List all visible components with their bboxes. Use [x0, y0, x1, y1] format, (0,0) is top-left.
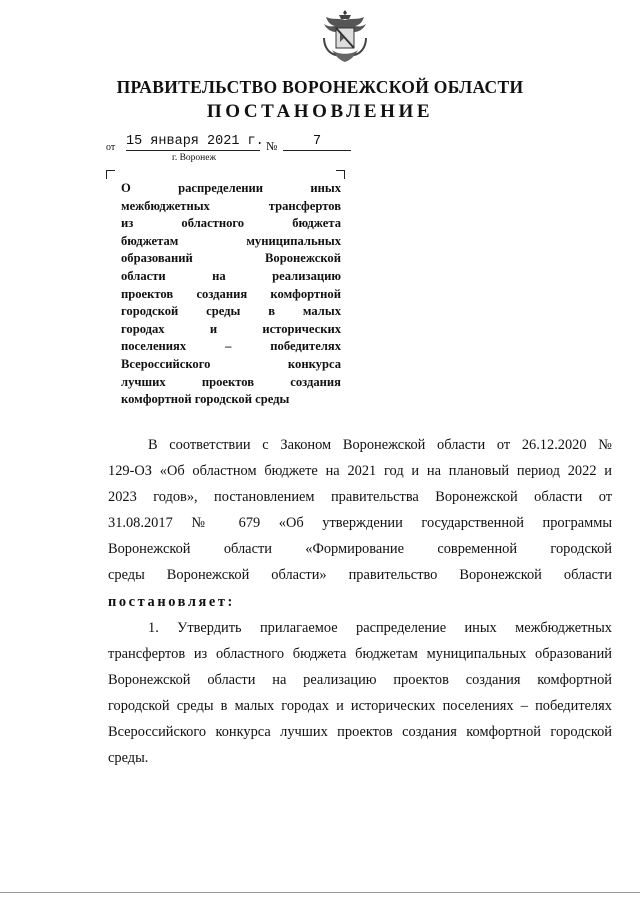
title-line: проектов создания комфортной [121, 286, 341, 301]
title-line: Всероссийского конкурса [121, 356, 341, 371]
title-line: образований Воронежской [121, 251, 341, 266]
page-bottom-divider [0, 892, 640, 893]
body-line: В соответствии с Законом Воронежской области от 26.12.2020 № [148, 437, 612, 453]
city-label: г. Воронеж [172, 153, 217, 163]
title-bracket-right [336, 170, 345, 179]
number-prefix-label: № [266, 139, 278, 153]
document-title-block [121, 180, 341, 409]
title-line: области на реализацию [121, 268, 341, 283]
body-line: 2023 годов», постановлением правительства Воронежской области от [108, 489, 612, 506]
title-line: поселениях – победителях [121, 339, 341, 354]
document-body [108, 432, 612, 771]
government-title: ПРАВИТЕЛЬСТВО ВОРОНЕЖСКОЙ ОБЛАСТИ [116, 77, 524, 97]
title-line: межбюджетных трансфертов [121, 198, 341, 213]
title-bracket-left [106, 170, 115, 179]
body-line: среды Воронежской области» правительство Воронежской области [108, 567, 612, 584]
title-line: из областного бюджета [121, 216, 341, 231]
body-line: Всероссийского конкурса лучших проектов создания комфортной городской [108, 724, 612, 741]
body-line: 129-ОЗ «Об областном бюджете на 2021 год и на плановый период 2022 и [108, 463, 612, 480]
title-line: городской среды в малых [121, 304, 341, 319]
body-line: среды. [108, 750, 149, 767]
title-line: комфортной городской среды [121, 392, 290, 407]
body-line: 31.08.2017 № 679 «Об утверждении государственной программы [108, 515, 612, 532]
document-type-heading: ПОСТАНОВЛЕНИЕ [206, 101, 434, 122]
preamble-paragraph [108, 432, 612, 615]
title-line: бюджетам муниципальных [121, 233, 341, 248]
title-line: городах и исторических [121, 321, 341, 336]
title-line: лучших проектов создания [121, 374, 341, 389]
title-line: О распределении иных [121, 181, 341, 195]
decree-word-text: постановляет: [108, 593, 235, 610]
coat-of-arms-emblem [318, 8, 372, 66]
body-line: трансфертов из областного бюджета бюджетам муниципальных образований [108, 645, 612, 662]
document-date: 15 января 2021 г. [126, 134, 264, 149]
body-line: городской среды в малых городах и исторических поселениях – победителях [108, 697, 612, 714]
document-number: 7 [283, 134, 351, 151]
decree-word [108, 589, 612, 615]
body-line: Воронежской области на реализацию проектов создания комфортной [108, 671, 612, 688]
item-1-paragraph [108, 615, 612, 772]
date-prefix-label: от [106, 142, 116, 153]
body-line: 1. Утвердить прилагаемое распределение иных межбюджетных [148, 619, 612, 636]
body-line: Воронежской области «Формирование современной городской [108, 541, 612, 558]
